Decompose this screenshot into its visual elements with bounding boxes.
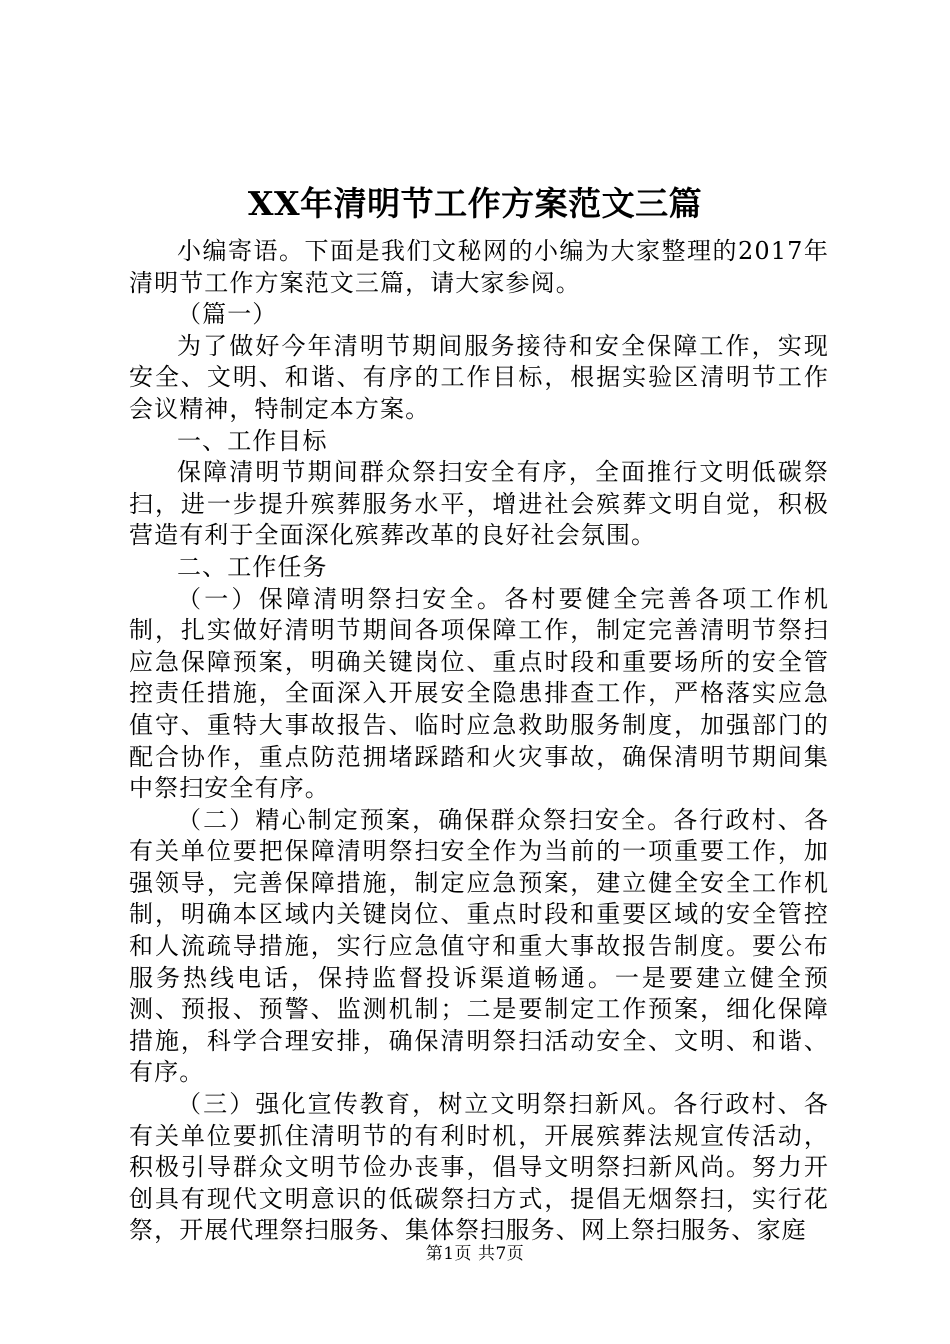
document-body — [129, 236, 829, 1247]
intro-paragraph: 小编寄语。下面是我们文秘网的小编为大家整理的2017年清明节工作方案范文三篇，请大家参阅。 — [129, 237, 829, 297]
task-two-paragraph: （二）精心制定预案，确保群众祭扫安全。各行政村、各有关单位要把保障清明祭扫安全作为当前的一项重要工作，加强领导，完善保障措施，制定应急预案，建立健全安全工作机制，明确本区域内关键岗位、重点时段和重要区域的安全管控和人流疏导措施，实行应急值守和重大事故报告制度。要公布服务热线电话，保持监督投诉渠道畅通。一是要建立健全预测、预报、预警、监测机制；二是要制定工作预案，细化保障措施，科学合理安排，确保清明祭扫活动安全、文明、和谐、有序。 — [129, 805, 829, 1087]
page-footer: 第1页 共7页 — [425, 1244, 525, 1264]
document-title: XX年清明节工作方案范文三篇 — [247, 184, 703, 223]
heading-work-tasks: 二、工作任务 — [177, 552, 328, 581]
work-goals-paragraph: 保障清明节期间群众祭扫安全有序，全面推行文明低碳祭扫，进一步提升殡葬服务水平，增进社会殡葬文明自觉，积极营造有利于全面深化殡葬改革的良好社会氛围。 — [129, 458, 829, 550]
section-label-part-one: （篇一） — [177, 300, 278, 329]
heading-work-goals: 一、工作目标 — [177, 426, 328, 455]
purpose-paragraph: 为了做好今年清明节期间服务接待和安全保障工作，实现安全、文明、和谐、有序的工作目标，根据实验区清明节工作会议精神，特制定本方案。 — [129, 331, 829, 423]
task-three-paragraph: （三）强化宣传教育，树立文明祭扫新风。各行政村、各有关单位要抓住清明节的有利时机，开展殡葬法规宣传活动，积极引导群众文明节俭办丧事，倡导文明祭扫新风尚。努力开创具有现代文明意识的低碳祭扫方式，提倡无烟祭扫，实行花祭，开展代理祭扫服务、集体祭扫服务、网上祭扫服务、家庭 — [129, 1090, 829, 1245]
task-one-paragraph: （一）保障清明祭扫安全。各村要健全完善各项工作机制，扎实做好清明节期间各项保障工作，制定完善清明节祭扫应急保障预案，明确关键岗位、重点时段和重要场所的安全管控责任措施，全面深入开展安全隐患排查工作，严格落实应急值守、重特大事故报告、临时应急救助服务制度，加强部门的配合协作，重点防范拥堵踩踏和火灾事故，确保清明节期间集中祭扫安全有序。 — [129, 584, 829, 803]
